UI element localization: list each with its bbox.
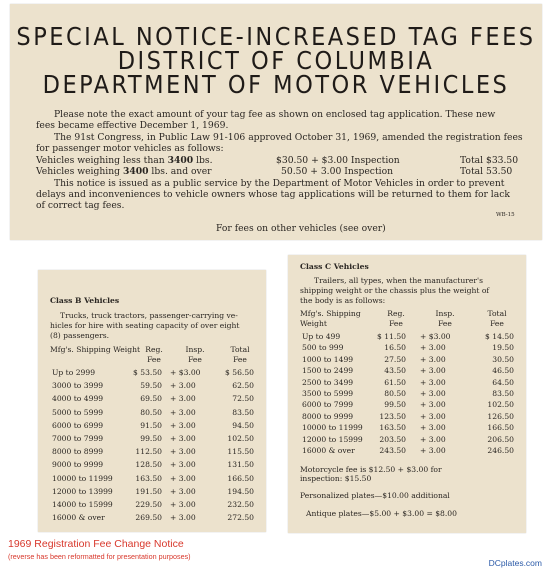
total-fee-cell: 102.50 bbox=[487, 400, 514, 410]
weight-cell: 6000 to 6999 bbox=[52, 420, 104, 430]
total-fee-cell: 166.50 bbox=[487, 423, 514, 433]
weight-cell: 6000 to 7999 bbox=[302, 400, 354, 410]
insp-fee-cell: + 3.00 bbox=[420, 343, 446, 353]
site-credit: DCplates.com bbox=[488, 558, 542, 568]
weight-cell: 12000 to 15999 bbox=[302, 434, 363, 444]
insp-fee-cell: + 3.00 bbox=[420, 434, 446, 444]
total-fee-cell: 94.50 bbox=[232, 420, 254, 430]
insp-fee-cell: + 3.00 bbox=[420, 411, 446, 421]
fee-row-light-label: Vehicles weighing less than 3400 lbs. bbox=[36, 155, 213, 166]
insp-fee-cell: + 3.00 bbox=[420, 354, 446, 364]
class-c-desc-line-3: the body is as follows: bbox=[300, 296, 386, 305]
notice-para2-line-1: The 91st Congress, in Public Law 91-106 approved October 31, 1969, amended the registration fees bbox=[54, 132, 523, 143]
reg-fee-cell: 27.50 bbox=[384, 354, 406, 364]
reg-fee-cell: $ 53.50 bbox=[133, 368, 162, 377]
class-c-title: Class C Vehicles bbox=[300, 262, 369, 271]
weight-cell: 8000 to 8999 bbox=[52, 447, 104, 457]
fee-row-light-total: Total $33.50 bbox=[460, 155, 519, 166]
reg-fee-cell: 128.50 bbox=[135, 460, 162, 470]
weight-cell: 14000 to 15999 bbox=[52, 500, 113, 509]
insp-fee-cell: + 3.00 bbox=[420, 377, 446, 387]
reg-fee-cell: 59.50 bbox=[140, 381, 162, 391]
total-fee-cell: 64.50 bbox=[492, 377, 514, 387]
reg-fee-cell: 80.50 bbox=[140, 407, 162, 417]
class-c-desc-line-2: shipping weight or the chassis plus the weight of bbox=[300, 286, 490, 295]
total-fee-cell: 102.50 bbox=[227, 434, 254, 443]
weight-cell: 4000 to 4999 bbox=[52, 394, 104, 404]
class-c-col-insp: Insp. Fee bbox=[435, 309, 455, 328]
class-c-col-total: Total Fee bbox=[487, 309, 507, 328]
notice-para3-line-2: delays and inconveniences to vehicle owners whose tag applications will be returned to them for lack bbox=[36, 189, 510, 200]
notice-heading-line-1: SPECIAL NOTICE-INCREASED TAG FEES bbox=[16, 22, 536, 51]
caption-title: 1969 Registration Fee Change Notice bbox=[8, 538, 184, 550]
notice-heading-line-2: DISTRICT OF COLUMBIA bbox=[117, 46, 435, 75]
insp-fee-cell: + 3.00 bbox=[170, 486, 196, 496]
reg-fee-cell: 243.50 bbox=[379, 446, 406, 455]
reg-fee-cell: 99.50 bbox=[384, 400, 406, 410]
weight-cell: 3500 to 5999 bbox=[302, 389, 354, 398]
weight-cell: 16000 & over bbox=[302, 446, 355, 455]
total-fee-cell: 30.50 bbox=[492, 354, 514, 364]
insp-fee-cell: + 3.00 bbox=[170, 473, 196, 483]
insp-fee-cell: + 3.00 bbox=[420, 423, 446, 433]
reg-fee-cell: 80.50 bbox=[384, 389, 406, 398]
fee-row-light-fee: $30.50 + $3.00 Inspection bbox=[276, 155, 400, 166]
insp-fee-cell: + 3.00 bbox=[170, 460, 196, 470]
reg-fee-cell: 203.50 bbox=[379, 434, 406, 444]
weight-cell: 1500 to 2499 bbox=[302, 366, 354, 376]
weight-cell: Up to 499 bbox=[302, 332, 341, 341]
total-fee-cell: 232.50 bbox=[227, 500, 254, 509]
reg-fee-cell: 229.50 bbox=[135, 500, 162, 509]
total-fee-cell: 72.50 bbox=[232, 394, 254, 404]
reg-fee-cell: 269.50 bbox=[135, 513, 162, 523]
total-fee-cell: 83.50 bbox=[492, 389, 514, 398]
fee-row-heavy-label: Vehicles weighing 3400 lbs. and over bbox=[36, 166, 212, 177]
insp-fee-cell: + 3.00 bbox=[420, 400, 446, 410]
class-c-col-reg: Reg. Fee bbox=[387, 309, 405, 328]
total-fee-cell: $ 14.50 bbox=[485, 332, 514, 341]
total-fee-cell: 166.50 bbox=[227, 473, 254, 483]
weight-cell: 16000 & over bbox=[52, 513, 105, 523]
notice-heading-line-3: DEPARTMENT OF MOTOR VEHICLES bbox=[42, 70, 510, 99]
weight-cell: 500 to 999 bbox=[302, 343, 344, 353]
class-b-desc-line-2: hicles for hire with seating capacity of over eight bbox=[50, 321, 240, 330]
total-fee-cell: 62.50 bbox=[232, 381, 254, 391]
insp-fee-cell: + 3.00 bbox=[420, 446, 446, 455]
reg-fee-cell: 43.50 bbox=[384, 366, 406, 376]
insp-fee-cell: + 3.00 bbox=[170, 434, 196, 443]
insp-fee-cell: + 3.00 bbox=[170, 381, 196, 391]
personalized-plates: Personalized plates—$10.00 additional bbox=[300, 491, 450, 500]
insp-fee-cell: + $3.00 bbox=[420, 332, 451, 341]
reg-fee-cell: 163.50 bbox=[135, 473, 162, 483]
total-fee-cell: 83.50 bbox=[232, 407, 254, 417]
total-fee-cell: 246.50 bbox=[487, 446, 514, 455]
class-b-title: Class B Vehicles bbox=[50, 296, 120, 305]
class-c-desc-line-1: Trailers, all types, when the manufacturer's bbox=[314, 276, 483, 285]
class-b-col-insp: Insp. Fee bbox=[185, 345, 205, 364]
total-fee-cell: 115.50 bbox=[227, 447, 254, 457]
weight-cell: 10000 to 11999 bbox=[302, 423, 363, 433]
notice-para2-line-2: for passenger motor vehicles as follows: bbox=[36, 143, 224, 154]
class-b-col-reg: Reg. Fee bbox=[145, 345, 163, 364]
weight-cell: 5000 to 5999 bbox=[52, 407, 104, 417]
class-b-col-total: Total Fee bbox=[230, 345, 250, 364]
insp-fee-cell: + 3.00 bbox=[170, 420, 196, 430]
total-fee-cell: 206.50 bbox=[487, 434, 514, 444]
reg-fee-cell: $ 11.50 bbox=[377, 332, 406, 341]
insp-fee-cell: + 3.00 bbox=[170, 407, 196, 417]
class-c-card bbox=[288, 255, 526, 533]
motorcycle-line-1: Motorcycle fee is $12.50 + $3.00 for bbox=[300, 465, 442, 474]
reg-fee-cell: 69.50 bbox=[140, 394, 162, 404]
class-b-card bbox=[38, 270, 266, 532]
weight-cell: 1000 to 1499 bbox=[302, 354, 354, 364]
insp-fee-cell: + 3.00 bbox=[170, 447, 196, 457]
total-fee-cell: 194.50 bbox=[227, 486, 254, 496]
notice-card bbox=[10, 4, 542, 240]
class-b-desc-line-3: (8) passengers. bbox=[50, 331, 110, 340]
insp-fee-cell: + 3.00 bbox=[420, 389, 446, 398]
insp-fee-cell: + 3.00 bbox=[170, 500, 196, 509]
reg-fee-cell: 16.50 bbox=[384, 343, 406, 353]
insp-fee-cell: + 3.00 bbox=[420, 366, 446, 376]
insp-fee-cell: + 3.00 bbox=[170, 394, 196, 404]
reg-fee-cell: 99.50 bbox=[140, 434, 162, 443]
antique-plates: Antique plates—$5.00 + $3.00 = $8.00 bbox=[306, 509, 457, 518]
notice-para1-line-2: fees became effective December 1, 1969. bbox=[36, 120, 229, 131]
total-fee-cell: 131.50 bbox=[227, 460, 254, 470]
weight-cell: 9000 to 9999 bbox=[52, 460, 104, 470]
notice-para1-line-1: Please note the exact amount of your tag fee as shown on enclosed tag application. These new bbox=[54, 109, 496, 120]
motorcycle-line-2: inspection: $15.50 bbox=[300, 474, 372, 483]
total-fee-cell: 19.50 bbox=[492, 343, 514, 353]
fee-row-heavy-fee: 50.50 + 3.00 Inspection bbox=[281, 166, 394, 177]
weight-cell: 3000 to 3999 bbox=[52, 381, 104, 391]
weight-cell: 10000 to 11999 bbox=[52, 473, 113, 483]
notice-para3-line-3: of correct tag fees. bbox=[36, 200, 125, 211]
total-fee-cell: $ 56.50 bbox=[225, 368, 254, 377]
total-fee-cell: 126.50 bbox=[487, 411, 514, 421]
insp-fee-cell: + 3.00 bbox=[170, 513, 196, 523]
class-c-col-weight: Mfg's. Shipping Weight bbox=[300, 309, 361, 328]
reg-fee-cell: 191.50 bbox=[135, 486, 162, 496]
fee-row-heavy-total: Total 53.50 bbox=[460, 166, 513, 177]
class-b-col-weight: Mfg's. Shipping Weight bbox=[50, 345, 141, 354]
total-fee-cell: 272.50 bbox=[227, 513, 254, 523]
reg-fee-cell: 61.50 bbox=[384, 377, 406, 387]
notice-para3-line-1: This notice is issued as a public service by the Department of Motor Vehicles in order to prevent bbox=[54, 178, 505, 189]
reg-fee-cell: 163.50 bbox=[379, 423, 406, 433]
caption-subtitle: (reverse has been reformatted for presentation purposes) bbox=[8, 552, 191, 561]
total-fee-cell: 46.50 bbox=[492, 366, 514, 376]
weight-cell: Up to 2999 bbox=[52, 368, 96, 377]
reg-fee-cell: 91.50 bbox=[140, 420, 162, 430]
class-b-desc-line-1: Trucks, truck tractors, passenger-carrying ve- bbox=[60, 311, 238, 320]
weight-cell: 12000 to 13999 bbox=[52, 486, 113, 496]
form-number: WB-15 bbox=[496, 212, 515, 218]
reg-fee-cell: 123.50 bbox=[379, 411, 406, 421]
insp-fee-cell: + $3.00 bbox=[170, 368, 201, 377]
weight-cell: 7000 to 7999 bbox=[52, 434, 104, 443]
weight-cell: 2500 to 3499 bbox=[302, 377, 354, 387]
other-vehicles-note: For fees on other vehicles (see over) bbox=[216, 223, 386, 234]
reg-fee-cell: 112.50 bbox=[135, 447, 162, 457]
weight-cell: 8000 to 9999 bbox=[302, 411, 354, 421]
